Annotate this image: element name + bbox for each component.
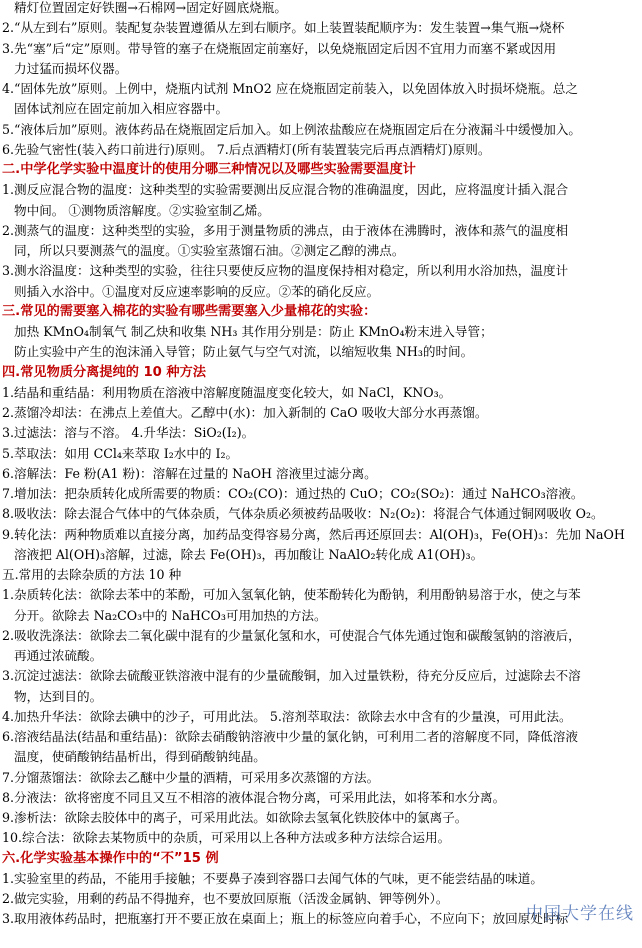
text-line: 3.先“塞”后“定”原则。带导管的塞子在烧瓶固定前塞好，以免烧瓶固定后因不宜用力而塞不紧或因用 xyxy=(2,40,557,56)
text-line: 1.杂质转化法：欲除去苯中的苯酚，可加入氢氧化钠，使苯酚转化为酚钠，利用酚钠易溶于水，使之与苯 xyxy=(2,587,581,603)
text-line: 防止实验中产生的泡沫涌入导管；防止氨气与空气对流，以缩短收集 NH₃的时间。 xyxy=(14,344,474,360)
text-line: 5.“液体后加”原则。液体药品在烧瓶固定后加入。如上例浓盐酸应在烧瓶固定后在分液漏斗中缓慢加入。 xyxy=(2,121,582,137)
text-line: 5.萃取法：如用 CCl₄来萃取 I₂水中的 I₂。 xyxy=(2,445,239,461)
text-line: 3.沉淀过滤法：欲除去硫酸亚铁溶液中混有的少量硫酸铜，加入过量铁粉，待充分反应后，过滤除去不溶 xyxy=(2,668,581,684)
text-line: 7.增加法：把杂质转化成所需要的物质：CO₂(CO)：通过热的 CuO；CO₂(SO₂)：通过 NaHCO₃溶液。 xyxy=(2,486,584,501)
section-heading: 二.中学化学实验中温度计的使用分哪三种情况以及哪些实验需要温度计 xyxy=(2,162,416,177)
text-line: 1.结晶和重结晶：利用物质在溶液中溶解度随温度变化较大，如 NaCl，KNO₃。 xyxy=(2,384,452,400)
text-line: 6.溶解法：Fe 粉(A1 粉)：溶解在过量的 NaOH 溶液里过滤分离。 xyxy=(2,465,377,481)
text-line: 9.转化法：两种物质难以直接分离，加药品变得容易分离，然后再还原回去：Al(OH)₃，Fe(OH)₃：先加 NaOH xyxy=(2,526,625,542)
text-line: 物，达到目的。 xyxy=(14,688,103,704)
text-line: 力过猛而损坏仪器。 xyxy=(14,60,128,76)
text-line: 9.渗析法：欲除去胶体中的离子，可采用此法。如欲除去氢氧化铁胶体中的氯离子。 xyxy=(2,810,468,825)
text-line: 4.加热升华法：欲除去碘中的沙子，可用此法。 5.溶剂萃取法：欲除去水中含有的少量溴，可用此法。 xyxy=(2,708,572,724)
text-line: 3.过滤法：溶与不溶。 4.升华法：SiO₂(I₂)。 xyxy=(2,425,255,441)
text-line: 温度，使硝酸钠结晶析出，得到硝酸钠纯晶。 xyxy=(14,749,266,765)
text-line: 6.先验气密性(装入药口前进行)原则。 7.后点酒精灯(所有装置装完后再点酒精灯)原则。 xyxy=(2,141,491,157)
text-line: 加热 KMnO₄制氧气 制乙炔和收集 NH₃ 其作用分别是：防止 KMnO₄粉末进入导管； xyxy=(14,324,493,339)
text-line: 8.吸收法：除去混合气体中的气体杂质，气体杂质必须被药品吸收：N₂(O₂)：将混合气体通过铜网吸收 O₂。 xyxy=(2,506,604,522)
section-heading: 三.常见的需要塞入棉花的实验有哪些需要塞入少量棉花的实验： xyxy=(2,303,377,319)
text-line: 1.实验室里的药品，不能用手接触；不要鼻子凑到容器口去闻气体的气味，更不能尝结晶的味道。 xyxy=(2,870,543,886)
text-line: 再通过浓硫酸。 xyxy=(14,648,103,663)
section-heading: 四.常见物质分离提纯的 10 种方法 xyxy=(2,364,206,380)
text-line: 3.测水浴温度：这种类型的实验，往往只要使反应物的温度保持相对稳定，所以利用水浴加热，温度计 xyxy=(2,263,569,279)
text-line: 2.吸收洗涤法：欲除去二氧化碳中混有的少量氯化氢和水，可使混合气体先通过饱和碳酸氢钠的溶液后， xyxy=(2,627,581,643)
text-line: 溶液把 Al(OH)₃溶解，过滤，除去 Fe(OH)₃，再加酸让 NaAlO₂转化成 A1(OH)₃。 xyxy=(14,546,484,562)
text-line: 五.常用的去除杂质的方法 10 种 xyxy=(2,567,182,582)
text-line: 精灯位置固定好铁圈→石棉网→固定好圆底烧瓶。 xyxy=(14,0,287,15)
text-line: 3.取用液体药品时，把瓶塞打开不要正放在桌面上；瓶上的标签应向着手心，不应向下；放回原处时标 xyxy=(2,911,569,927)
text-line: 8.分液法：欲将密度不同且又互不相溶的液体混合物分离，可采用此法，如将苯和水分离。 xyxy=(2,789,506,805)
text-line: 分开。欲除去 Na₂CO₃中的 NaHCO₃可用加热的方法。 xyxy=(14,607,327,623)
watermark-logo: 中国大学在线 xyxy=(526,904,634,924)
text-line: 2.做完实验，用剩的药品不得抛弃，也不要放回原瓶（活泼金属钠、钾等例外）。 xyxy=(2,891,449,906)
text-line: 10.综合法：欲除去某物质中的杂质，可采用以上各种方法或多种方法综合运用。 xyxy=(2,830,451,846)
text-line: 7.分馏蒸馏法：欲除去乙醚中少量的酒精，可采用多次蒸馏的方法。 xyxy=(2,769,380,785)
text-line: 则插入水浴中。①温度对反应速率影响的反应。②苯的硝化反应。 xyxy=(14,283,380,299)
text-line: 4.“固体先放”原则。上例中，烧瓶内试剂 MnO2 应在烧瓶固定前装入，以免固体放入时损坏烧瓶。总之 xyxy=(2,81,578,96)
section-heading: 六.化学实验基本操作中的“不”15 例 xyxy=(2,850,219,866)
text-line: 2.“从左到右”原则。装配复杂装置遵循从左到右顺序。如上装置装配顺序为：发生装置→集气瓶→烧杯 xyxy=(2,20,565,36)
text-line: 6.溶液结晶法(结晶和重结晶)：欲除去硝酸钠溶液中少量的氯化钠，可利用二者的溶解度不同，降低溶液 xyxy=(2,729,578,744)
text-line: 固体试剂应在固定前加入相应容器中。 xyxy=(14,101,229,117)
text-line: 2.蒸馏冷却法：在沸点上差值大。乙醇中(水)：加入新制的 CaO 吸收大部分水再蒸馏。 xyxy=(2,405,488,420)
text-line: 1.测反应混合物的温度：这种类型的实验需要测出反应混合物的准确温度，因此，应将温度计插入混合 xyxy=(2,182,569,198)
text-line: 物中间。 ①测物质溶解度。②实验室制乙烯。 xyxy=(14,202,270,218)
text-line: 同，所以只要测蒸气的温度。①实验室蒸馏石油。②测定乙醇的沸点。 xyxy=(14,243,405,258)
text-line: 2.测蒸气的温度：这种类型的实验，多用于测量物质的沸点，由于液体在沸腾时，液体和蒸气的温度相 xyxy=(2,222,569,238)
